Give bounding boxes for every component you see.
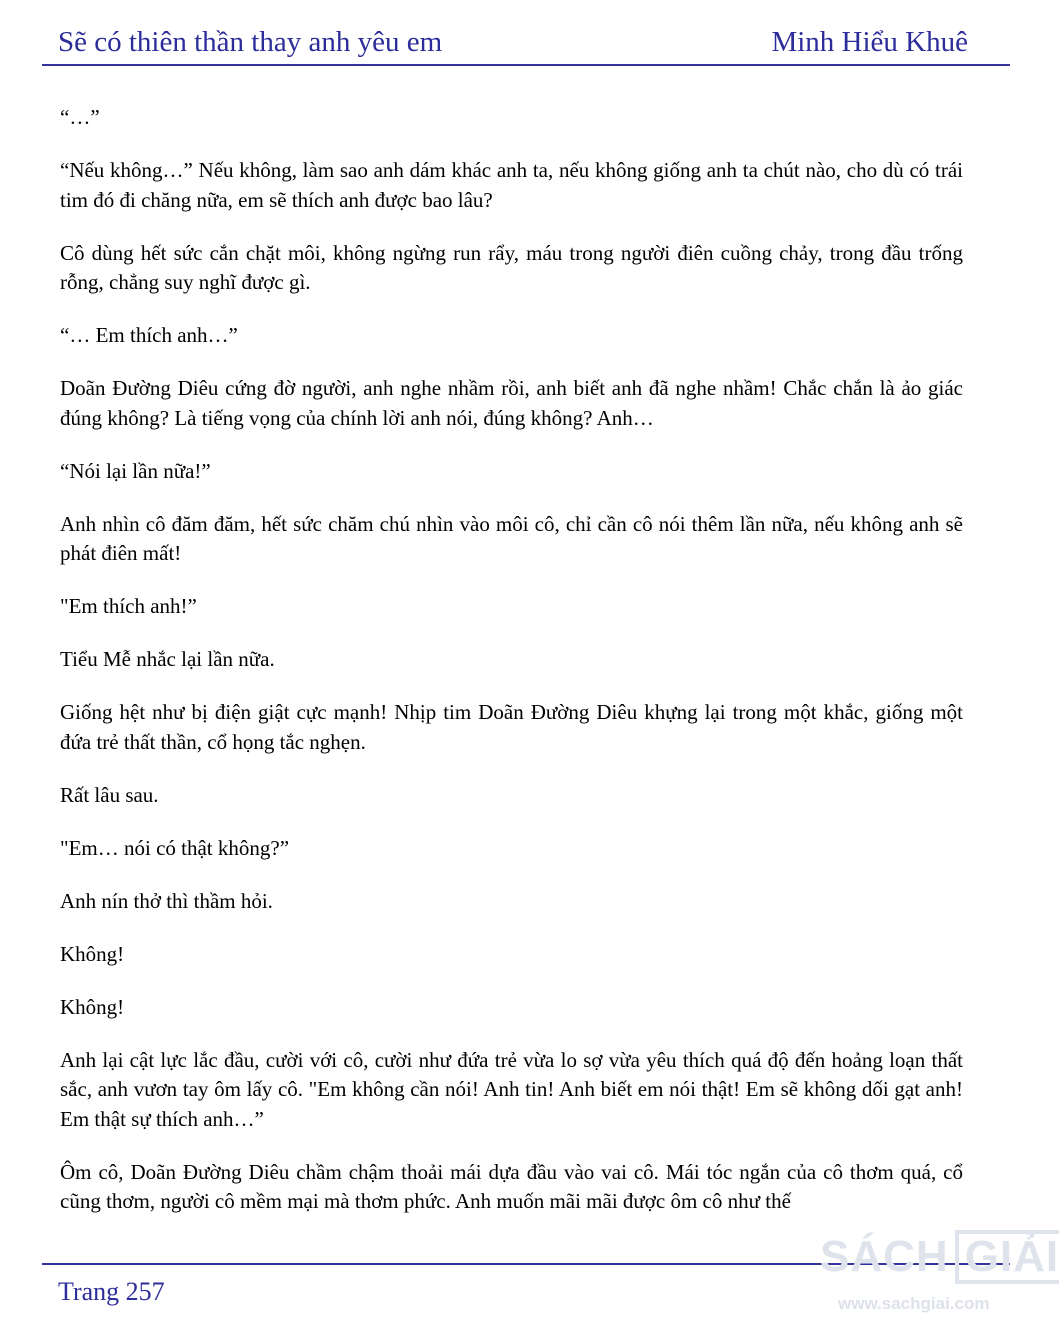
paragraph: Cô dùng hết sức cắn chặt môi, không ngừng run rẩy, máu trong người điên cuồng chảy, trong đầu trống rỗng, chẳng suy nghĩ được gì. (60, 240, 963, 294)
paragraph: Tiểu Mễ nhắc lại lần nữa. (60, 647, 275, 671)
paragraph: "Em… nói có thật không?” (60, 835, 290, 860)
book-title: Sẽ có thiên thần thay anh yêu em (58, 26, 443, 58)
chapter-body (60, 103, 963, 1240)
footer-divider (42, 1263, 1010, 1265)
paragraph: Giống hệt như bị điện giật cực mạnh! Nhịp tim Doãn Đường Diêu khựng lại trong một khắc, giống một đứa trẻ thất thần, cổ họng tắc nghẹn. (60, 700, 963, 754)
paragraph: Doãn Đường Diêu cứng đờ người, anh nghe nhầm rồi, anh biết anh đã nghe nhầm! Chắc chắn là ảo giác đúng không? Là tiếng vọng của chính lời anh nói, đúng không? Anh… (60, 376, 963, 430)
author-name: Minh Hiểu Khuê (771, 26, 968, 58)
paragraph: “Nói lại lần nữa!” (60, 458, 211, 483)
paragraph: “Nếu không…” Nếu không, làm sao anh dám khác anh ta, nếu không giống anh ta chút nào, cho dù có trái tim đó đi chăng nữa, em sẽ thích anh được bao lâu? (60, 158, 963, 212)
watermark-url: www.sachgiai.com (838, 1294, 990, 1313)
paragraph: Anh lại cật lực lắc đầu, cười với cô, cười như đứa trẻ vừa lo sợ vừa yêu thích quá độ đến hoảng loạn thất sắc, anh vươn tay ôm lấy cô. "Em không cần nói! Anh tin! Anh biết em nói thật! Em sẽ không dối gạt anh! Em thật sự thích anh…” (60, 1047, 963, 1131)
header-divider (42, 64, 1010, 66)
paragraph: “… Em thích anh…” (60, 323, 238, 347)
paragraph: Rất lâu sau. (60, 782, 159, 807)
paragraph: Không! (60, 994, 125, 1019)
paragraph: Anh nín thở thì thầm hỏi. (60, 888, 273, 913)
paragraph: Ôm cô, Doãn Đường Diêu chầm chậm thoải mái dựa đầu vào vai cô. Mái tóc ngắn của cô thơm quá, cổ cũng thơm, người cô mềm mại mà thơm phức. Anh muốn mãi mãi được ôm cô như thế (60, 1159, 963, 1213)
paragraph: Không! (60, 941, 125, 966)
watermark-logo-text-a: SÁCH (820, 1232, 949, 1281)
page-number: Trang 257 (58, 1277, 165, 1306)
paragraph: Anh nhìn cô đăm đăm, hết sức chăm chú nhìn vào môi cô, chỉ cần cô nói thêm lần nữa, nếu không anh sẽ phát điên mất! (60, 511, 963, 565)
sachgiai-watermark (818, 1226, 1059, 1325)
watermark-logo-text-b: GIẢI (955, 1230, 1059, 1284)
page-header (58, 22, 968, 62)
paragraph: "Em thích anh!” (60, 594, 197, 618)
paragraph: “…” (60, 105, 100, 129)
